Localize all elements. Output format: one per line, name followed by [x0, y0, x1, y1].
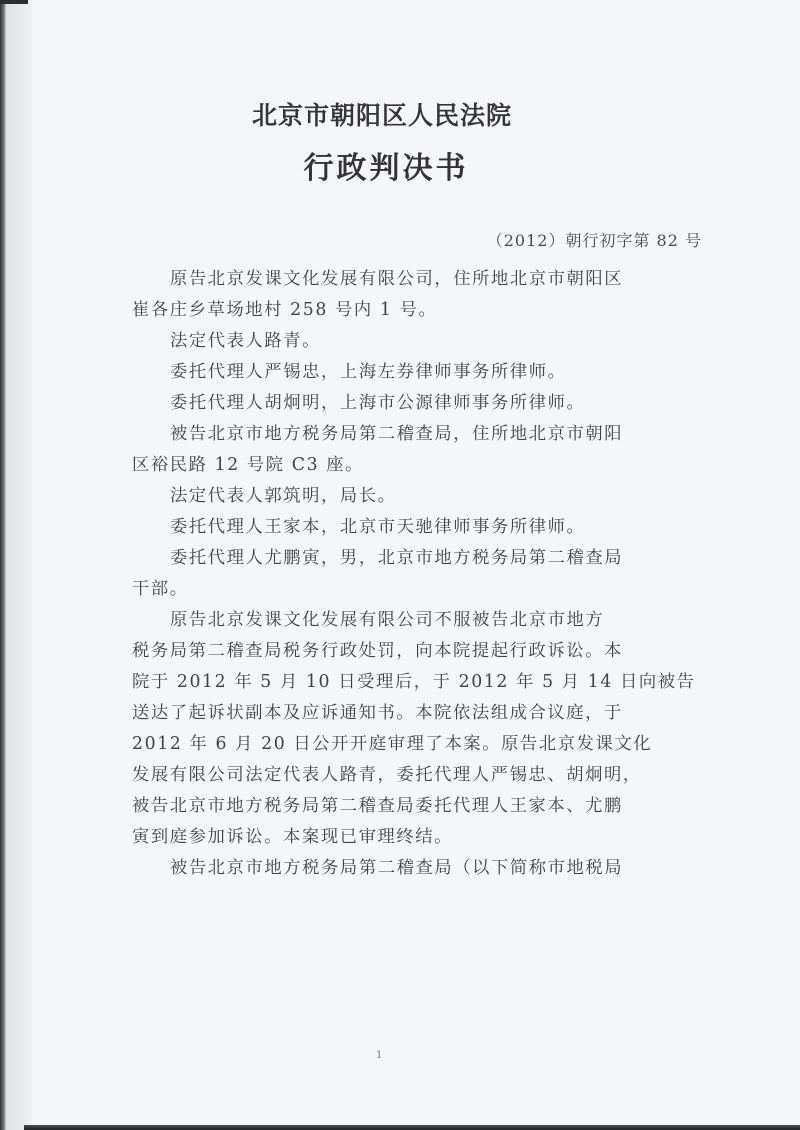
text-line: 委托代理人胡炯明，上海市公源律师事务所律师。	[170, 393, 586, 413]
text-line: 被告北京市地方税务局第二稽查局（以下简称市地税局	[170, 858, 624, 878]
judgment-body	[132, 264, 702, 884]
document-page	[32, 0, 800, 1125]
text-line: 法定代表人路青。	[170, 331, 322, 351]
top-edge-shadow	[0, 0, 28, 4]
text-line: 院于 2012 年 5 月 10 日受理后，于 2012 年 5 月 14 日向被告	[132, 672, 696, 692]
text-line: 委托代理人王家本，北京市天驰律师事务所律师。	[170, 517, 586, 537]
text-line: 被告北京市地方税务局第二稽查局，住所地北京市朝阳	[170, 424, 624, 444]
text-line: 委托代理人尤鹏寅，男，北京市地方税务局第二稽查局	[170, 548, 624, 568]
page-number: 1	[376, 1050, 383, 1061]
bottom-edge-shadow	[24, 1125, 800, 1130]
document-title: 行政判决书	[303, 151, 469, 186]
text-line: 2012 年 6 月 20 日公开开庭审理了本案。原告北京发课文化	[132, 734, 653, 754]
text-line: 区裕民路 12 号院 C3 座。	[132, 455, 365, 475]
text-line: 税务局第二稽查局税务行政处罚，向本院提起行政诉讼。本	[132, 641, 623, 661]
text-line: 原告北京发课文化发展有限公司，住所地北京市朝阳区	[170, 269, 624, 289]
text-line: 被告北京市地方税务局第二稽查局委托代理人王家本、尤鹏	[132, 796, 623, 816]
text-line: 发展有限公司法定代表人路青，委托代理人严锡忠、胡炯明，	[132, 765, 642, 785]
text-line: 法定代表人郭筑明，局长。	[170, 486, 397, 506]
case-number: （2012）朝行初字第 82 号	[486, 231, 702, 250]
text-line: 送达了起诉状副本及应诉通知书。本院依法组成合议庭，于	[132, 703, 623, 723]
court-name: 北京市朝阳区人民法院	[251, 101, 512, 130]
text-line: 寅到庭参加诉讼。本案现已审理终结。	[132, 827, 453, 847]
text-line: 崔各庄乡草场地村 258 号内 1 号。	[132, 300, 438, 320]
text-line: 原告北京发课文化发展有限公司不服被告北京市地方	[170, 610, 605, 630]
text-line: 委托代理人严锡忠，上海左券律师事务所律师。	[170, 362, 567, 382]
text-line: 干部。	[132, 579, 189, 599]
